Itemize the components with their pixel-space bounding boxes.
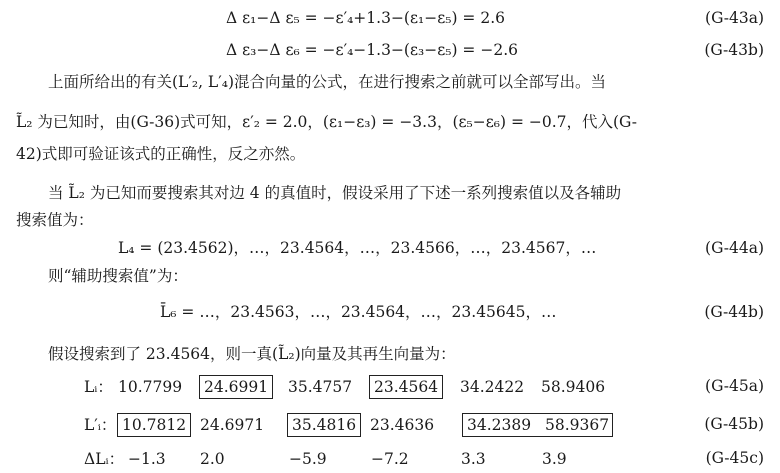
row-dli-value-3: −5.9 <box>289 450 327 468</box>
equation-g44a: L₄ = (23.4562)，…，23.4564，…，23.4566，…，23.4567，… <box>118 239 597 257</box>
row-dli-value-6: 3.9 <box>542 450 567 468</box>
paragraph2-line1: 当 L̃₂ 为已知而要搜索其对边 4 的真值时，假设采用了下述一系列搜索值以及各辅助 <box>48 184 622 202</box>
row-li-name: Lᵢ： <box>84 378 113 396</box>
aux-search-intro: 则“辅助搜索值”为： <box>48 267 188 285</box>
row-li-value-5: 34.2422 <box>460 378 525 396</box>
equation-number-g43a: (G-43a) <box>705 9 764 27</box>
row-lpi-value-5: 34.2389 <box>467 416 532 434</box>
paragraph2-line2: 搜索值为： <box>16 211 94 229</box>
equation-number-g44b: (G-44b) <box>704 303 764 321</box>
equation-number-g43b: (G-43b) <box>704 41 764 59</box>
row-li-value-4-boxed: 23.4564 <box>369 375 443 399</box>
equation-number-g44a: (G-44a) <box>705 239 764 257</box>
row-lpi-value-1-boxed: 10.7812 <box>117 413 191 437</box>
row-dli-value-4: −7.2 <box>371 450 409 468</box>
row-lpi-value-3-boxed: 35.4816 <box>287 413 361 437</box>
search-result-intro: 假设搜索到了 23.4564，则一真(L̃₂)向量及其再生向量为： <box>48 345 456 363</box>
row-li-value-2-boxed: 24.6991 <box>199 375 273 399</box>
equation-g43a: Δ ε₁−Δ ε₅ = −ε′₄+1.3−(ε₁−ε₅) = 2.6 <box>226 9 505 27</box>
equation-g43b: Δ ε₃−Δ ε₆ = −ε′₄−1.3−(ε₃−ε₅) = −2.6 <box>226 41 518 59</box>
equation-number-g45b: (G-45b) <box>704 415 764 433</box>
row-lpi-value-4: 23.4636 <box>370 416 435 434</box>
row-lpi-value-6: 58.9367 <box>545 416 610 434</box>
row-li-value-3: 35.4757 <box>288 378 353 396</box>
row-dli-value-5: 3.3 <box>461 450 486 468</box>
paragraph1-line2: L̃₂ 为已知时，由(G-36)式可知，ε′₂ = 2.0，(ε₁−ε₃) = −3.3，(ε₅−ε₆) = −0.7，代入(G- <box>16 113 637 131</box>
row-li-value-1: 10.7799 <box>118 378 183 396</box>
equation-number-g45c: (G-45c) <box>705 449 764 467</box>
paragraph1-line1: 上面所给出的有关(L′₂, L′₄)混合向量的公式，在进行搜索之前就可以全部写出。当 <box>48 73 607 91</box>
equation-g44b: L̄₆ = …，23.4563，…，23.4564，…，23.45645，… <box>160 303 557 321</box>
row-li-value-6: 58.9406 <box>541 378 606 396</box>
row-dli-value-2: 2.0 <box>200 450 225 468</box>
row-lpi-name: L′ᵢ： <box>84 416 117 434</box>
paragraph1-line3: 42)式即可验证该式的正确性，反之亦然。 <box>16 145 306 163</box>
row-dli-name: ΔLᵢ： <box>84 450 125 468</box>
row-lpi-value-2: 24.6971 <box>200 416 265 434</box>
equation-number-g45a: (G-45a) <box>705 377 764 395</box>
row-dli-value-1: −1.3 <box>128 450 166 468</box>
